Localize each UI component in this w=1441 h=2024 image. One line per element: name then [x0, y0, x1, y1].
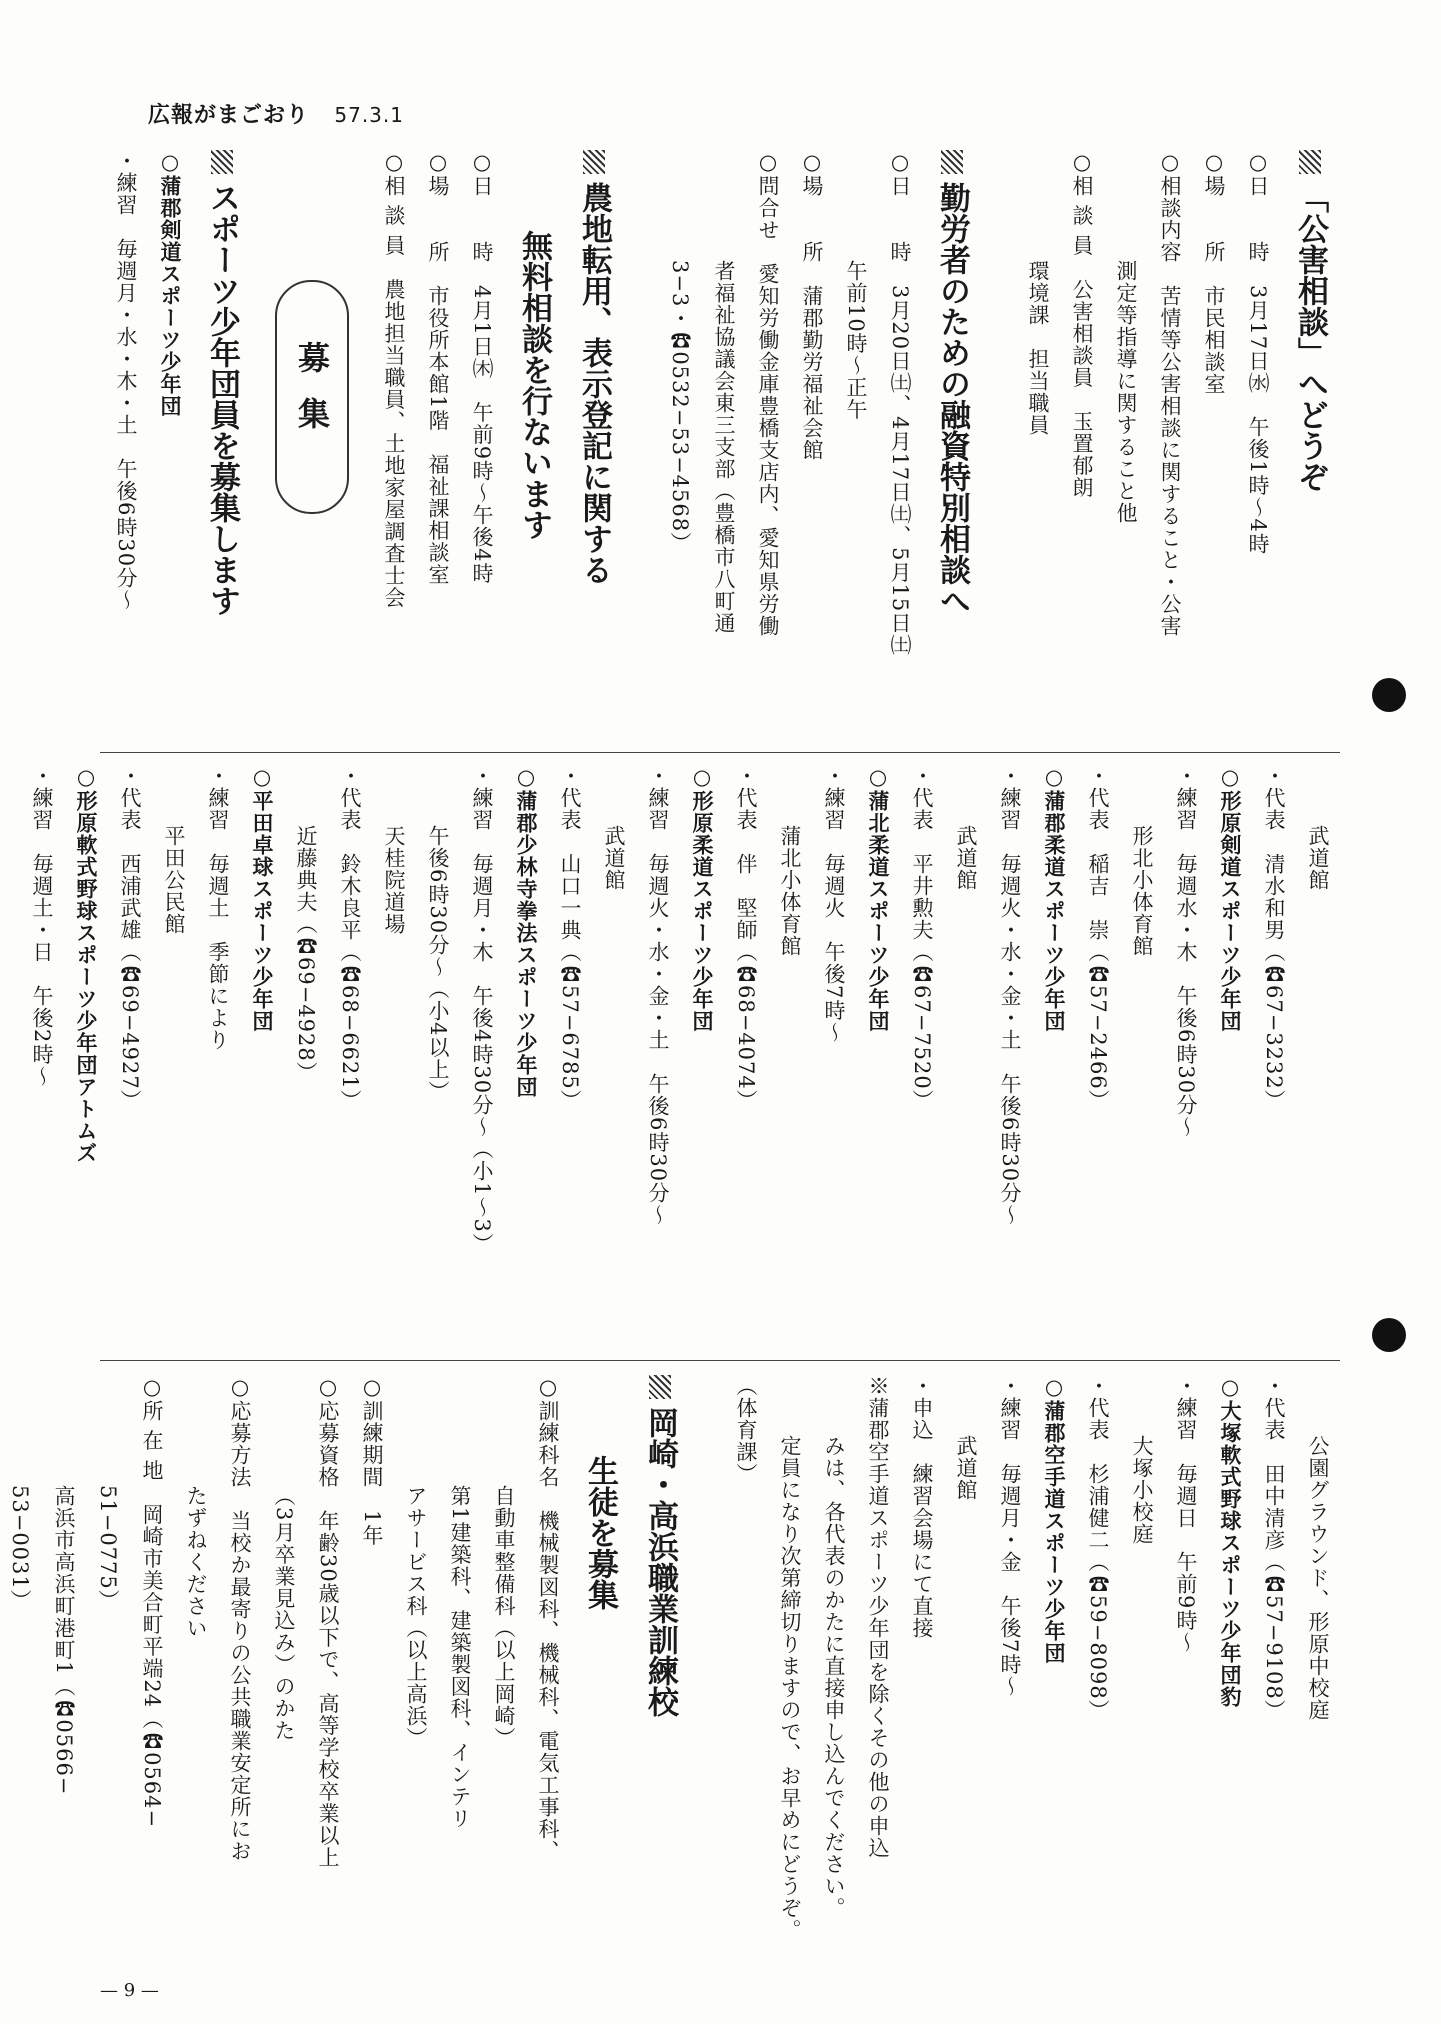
- okazaki-line: 53−0031）: [8, 1485, 32, 1612]
- okazaki-line: たずねください: [184, 1485, 208, 1639]
- okazaki-line: 51−0775）: [96, 1485, 120, 1612]
- team-name: ○蒲郡柔道スポーツ少年団: [1042, 765, 1066, 1032]
- issue-date: 57.3.1: [334, 103, 404, 127]
- team-detail-line: 定員になり次第締切りますので、お早めにどうぞ。: [778, 1435, 802, 1941]
- hatch-mark: [941, 150, 963, 174]
- team-detail-line: ・代表 杉浦健二（☎59−8098）: [1086, 1375, 1110, 1722]
- okazaki-line: ○訓練期間 1年: [360, 1375, 384, 1547]
- kougai-line: 測定等指導に関すること他: [1114, 260, 1138, 524]
- team-detail-line: 武道館: [1306, 825, 1330, 891]
- team-detail-line: ・申込 練習会場にて直接: [910, 1375, 934, 1639]
- team-detail-line: ・練習 毎週日 午前9時〜: [1174, 1375, 1198, 1654]
- kinrousha-title: 勤労者のための融資特別相談へ: [928, 150, 976, 616]
- team-name: ○形原柔道スポーツ少年団: [690, 765, 714, 1032]
- team-detail-line: 大塚小校庭: [1130, 1435, 1154, 1545]
- team-detail-line: みは、各代表のかたに直接申し込んでください。: [822, 1435, 846, 1919]
- nouchi-subtitle: 無料相談を行ないます: [516, 230, 552, 540]
- team-detail-line: ・代表 清水和男（☎67−3232）: [1262, 765, 1286, 1112]
- team-detail-line: ・代表 山口一典（☎57−6785）: [558, 765, 582, 1112]
- team-name: ○形原剣道スポーツ少年団: [1218, 765, 1242, 1032]
- team-detail-line: ・代表 西浦武雄（☎69−4927）: [118, 765, 142, 1112]
- kinrousha-line: 者福祉協議会東三支部（豊橋市八町通: [712, 260, 736, 634]
- hatch-mark: [211, 150, 233, 174]
- okazaki-line: ○応募資格 年齢30歳以下で、高等学校卒業以上: [316, 1375, 340, 1869]
- divider-bottom: [100, 1360, 1340, 1361]
- top-band: [100, 150, 1340, 740]
- team-name: ○蒲郡空手道スポーツ少年団: [1042, 1375, 1066, 1664]
- okazaki-line: 高浜市高浜町港町1（☎0566−: [52, 1485, 76, 1796]
- okazaki-line: ○所 在 地 岡崎市美合町平端24（☎0564−: [140, 1375, 164, 1829]
- team-detail-line: ・代表 稲吉 崇（☎57−2466）: [1086, 765, 1110, 1112]
- hatch-mark: [649, 1375, 671, 1399]
- team-detail-line: ・代表 平井勲夫（☎67−7520）: [910, 765, 934, 1112]
- sports-team: ○蒲郡剣道スポーツ少年団: [158, 150, 182, 417]
- kinrousha-line: 午前10時〜正午: [844, 260, 868, 421]
- team-detail-line: ・練習 毎週月・金 午後7時〜: [998, 1375, 1022, 1698]
- team-detail-line: ※蒲郡空手道スポーツ少年団を除くその他の申込: [866, 1375, 890, 1859]
- page-header: [148, 98, 404, 129]
- team-detail-line: ・代表 田中清彦（☎57−9108）: [1262, 1375, 1286, 1722]
- nouchi-line: ○日 時 4月1日㈭ 午前9時〜午後4時: [470, 150, 494, 585]
- kougai-line: ○相 談 員 公害相談員 玉置郁朗: [1070, 150, 1094, 499]
- team-name: ○蒲郡少林寺拳法スポーツ少年団: [514, 765, 538, 1098]
- kougai-line: ○場 所 市民相談室: [1202, 150, 1226, 395]
- nouchi-line: ○相 談 員 農地担当職員、土地家屋調査士会: [382, 150, 406, 609]
- team-detail-line: 武道館: [954, 1435, 978, 1501]
- okazaki-subtitle: 生徒を募集: [582, 1455, 618, 1610]
- team-detail-line: 天桂院道場: [382, 825, 406, 935]
- binder-hole: [1372, 678, 1406, 712]
- team-detail-line: ・練習 毎週土 季節により: [206, 765, 230, 1051]
- team-detail-line: ・練習 毎週土・日 午後2時〜: [30, 765, 54, 1088]
- team-name: ○平田卓球スポーツ少年団: [250, 765, 274, 1032]
- team-detail-line: 武道館: [954, 825, 978, 891]
- hatch-mark: [1299, 150, 1321, 174]
- team-detail-line: （体育課）: [734, 1375, 758, 1485]
- team-detail-line: ・練習 毎週水・木 午後6時30分〜: [1174, 765, 1198, 1139]
- okazaki-line: アサービス科（以上高浜）: [404, 1485, 428, 1749]
- kinrousha-line: ○場 所 蒲郡勤労福祉会館: [800, 150, 824, 461]
- team-detail-line: ・代表 伴 堅師（☎68−4074）: [734, 765, 758, 1112]
- nouchi-line: ○場 所 市役所本館1階 福祉課相談室: [426, 150, 450, 586]
- kougai-line: 環境課 担当職員: [1026, 260, 1050, 436]
- kougai-line: ○日 時 3月17日㈬ 午後1時〜4時: [1246, 150, 1270, 555]
- recruit-badge-wrap: [252, 150, 372, 514]
- team-detail-line: 公園グラウンド、形原中校庭: [1306, 1435, 1330, 1721]
- divider-top: [100, 752, 1340, 753]
- nouchi-title: 農地転用、表示登記に関する: [570, 150, 618, 585]
- sports-title: スポーツ少年団員を募集します: [198, 150, 246, 616]
- team-detail-line: 近藤典夫（☎69−4928）: [294, 825, 318, 1084]
- team-detail-line: ・代表 鈴木良平（☎68−6621）: [338, 765, 362, 1112]
- page-number: — 9 —: [100, 1980, 159, 2001]
- okazaki-line: 第1建築科、建築製図科、インテリ: [448, 1485, 472, 1830]
- team-name: ○大塚軟式野球スポーツ少年団豹: [1218, 1375, 1242, 1708]
- bulletin-name: 広報がまごおり: [148, 103, 310, 128]
- kinrousha-line: 3−3・☎0532−53−4568）: [668, 260, 692, 555]
- hatch-mark: [583, 150, 605, 174]
- kougai-line: ○相談内容 苦情等公害相談に関すること・公害: [1158, 150, 1182, 637]
- kougai-title: 「公害相談」へどうぞ: [1286, 150, 1334, 492]
- team-detail-line: 武道館: [602, 825, 626, 891]
- team-detail-line: 午後6時30分〜（小4以上）: [426, 825, 450, 1103]
- bottom-band: [8, 1375, 1340, 1945]
- middle-band: [30, 765, 1340, 1345]
- team-detail-line: ・練習 毎週月・木 午後4時30分〜（小1〜3）: [470, 765, 494, 1255]
- team-detail-line: ・練習 毎週火・水・金・土 午後6時30分〜: [646, 765, 670, 1227]
- team-detail-line: 形北小体育館: [1130, 825, 1154, 957]
- kinrousha-line: ○日 時 3月20日㈯、4月17日㈯、5月15日㈯: [888, 150, 912, 657]
- okazaki-line: 自動車整備科（以上岡崎）: [492, 1485, 516, 1749]
- recruit-badge: 募集: [275, 280, 349, 514]
- okazaki-line: （3月卒業見込み）のかた: [272, 1485, 296, 1742]
- team-detail-line: 平田公民館: [162, 825, 186, 935]
- kinrousha-line: ○問合せ 愛知労働金庫豊橋支店内、愛知県労働: [756, 150, 780, 637]
- binder-hole: [1372, 1318, 1406, 1352]
- team-detail-line: ・練習 毎週火・水・金・土 午後6時30分〜: [998, 765, 1022, 1227]
- team-detail-line: 蒲北小体育館: [778, 825, 802, 957]
- sports-line: ・練習 毎週月・水・木・土 午後6時30分〜: [114, 150, 138, 612]
- team-name: ○蒲北柔道スポーツ少年団: [866, 765, 890, 1032]
- okazaki-title: 岡崎・高浜職業訓練校: [636, 1375, 684, 1717]
- okazaki-line: ○訓練科名 機械製図科、機械科、電気工事科、: [536, 1375, 560, 1862]
- sports-continued: [724, 1375, 1340, 1941]
- team-name: ○形原軟式野球スポーツ少年団アトムズ: [74, 765, 98, 1164]
- okazaki-line: ○応募方法 当校か最寄りの公共職業安定所にお: [228, 1375, 252, 1862]
- team-detail-line: ・練習 毎週火 午後7時〜: [822, 765, 846, 1044]
